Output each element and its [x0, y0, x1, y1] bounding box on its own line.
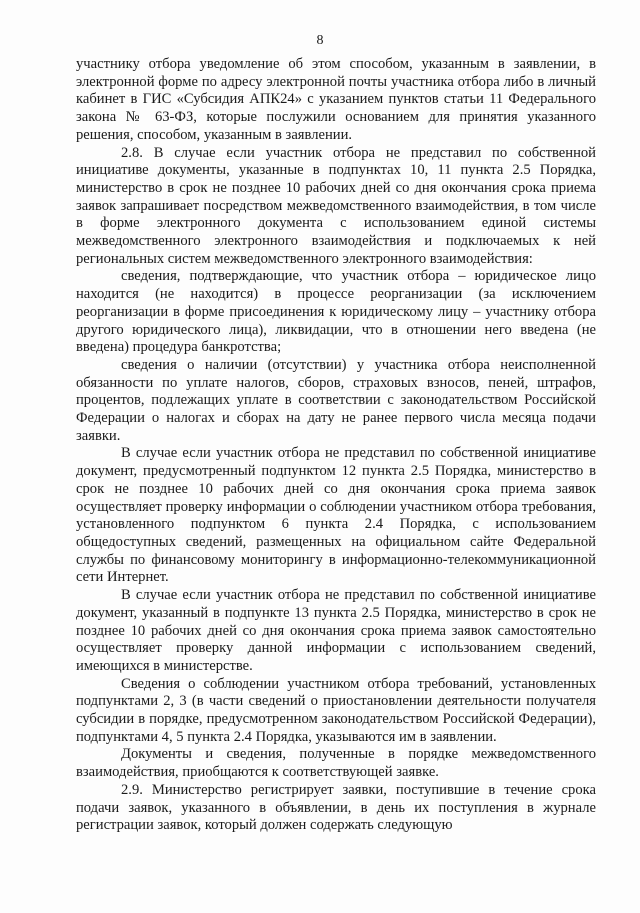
paragraph-2-9: 2.9. Министерство регистрирует заявки, поступившие в течение срока подачи заявок, указанного в объявлении, в день их поступления в журнале регистрации заявок, который должен содержать следующую — [76, 781, 596, 834]
paragraph-compliance-statement: Сведения о соблюдении участником отбора требований, установленных подпунктами 2, 3 (в части сведений о приостановлении деятельности получателя субсидии в порядке, предусмотренном законодательством Российской Федерации), подпунктами 4, 5 пункта 2.4 Порядка, указываются им в заявлении. — [76, 675, 596, 745]
paragraph-financial-monitoring-check: В случае если участник отбора не представил по собственной инициативе документ, предусмотренный подпунктом 12 пункта 2.5 Порядка, министерство в срок не позднее 10 рабочих дней со дня окончания срока приема заявок осуществляет проверку информации о соблюдении участником отбора требования, установленного подпунктом 6 пункта 2.4 Порядка, с использованием общедоступных сведений, размещенных на официальном сайте Федеральной службы по финансовому мониторингу в информационно-телекоммуникационной сети Интернет. — [76, 445, 596, 586]
document-body — [76, 56, 596, 835]
page-number: 8 — [316, 33, 324, 48]
paragraph-2-8: 2.8. В случае если участник отбора не представил по собственной инициативе документы, указанные в подпунктах 10, 11 пункта 2.5 Порядка, министерство в срок не позднее 10 рабочих дней со дня окончания срока приема заявок запрашивает посредством межведомственного взаимодействия, в том числе в форме электронного документа с использованием единой системы межведомственного электронного взаимодействия и подключаемых к ней региональных систем межведомственного электронного взаимодействия: — [76, 144, 596, 267]
paragraph-interagency-documents: Документы и сведения, полученные в порядке межведомственного взаимодействия, приобщаются к соответствующей заявке. — [76, 746, 596, 781]
paragraph-tax-debt-info: сведения о наличии (отсутствии) у участника отбора неисполненной обязанности по уплате налогов, сборов, страховых взносов, пеней, штрафов, процентов, подлежащих уплате в соответствии с законодательством Российской Федерации о налогах и сборах на дату не ранее первого числа месяца подачи заявки. — [76, 356, 596, 444]
paragraph-continuation: участнику отбора уведомление об этом способом, указанным в заявлении, в электронной форме по адресу электронной почты участника отбора либо в личный кабинет в ГИС «Субсидия АПК24» с указанием пунктов статьи 11 Федерального закона № 63-ФЗ, которые послужили основанием для принятия указанного решения, способом, указанным в заявлении. — [76, 56, 596, 143]
paragraph-ministry-info-check: В случае если участник отбора не представил по собственной инициативе документ, указанный в подпункте 13 пункта 2.5 Порядка, министерство в срок не позднее 10 рабочих дней со дня окончания срока приема заявок самостоятельно осуществляет проверку данной информации с использованием сведений, имеющихся в министерстве. — [76, 587, 596, 674]
paragraph-reorganization-info: сведения, подтверждающие, что участник отбора – юридическое лицо находится (не находится) в процессе реорганизации (за исключением реорганизации в форме присоединения к юридическому лицу – участнику отбора другого юридического лица), ликвидации, что в отношении него введена (не введена) процедура банкротства; — [76, 268, 596, 356]
